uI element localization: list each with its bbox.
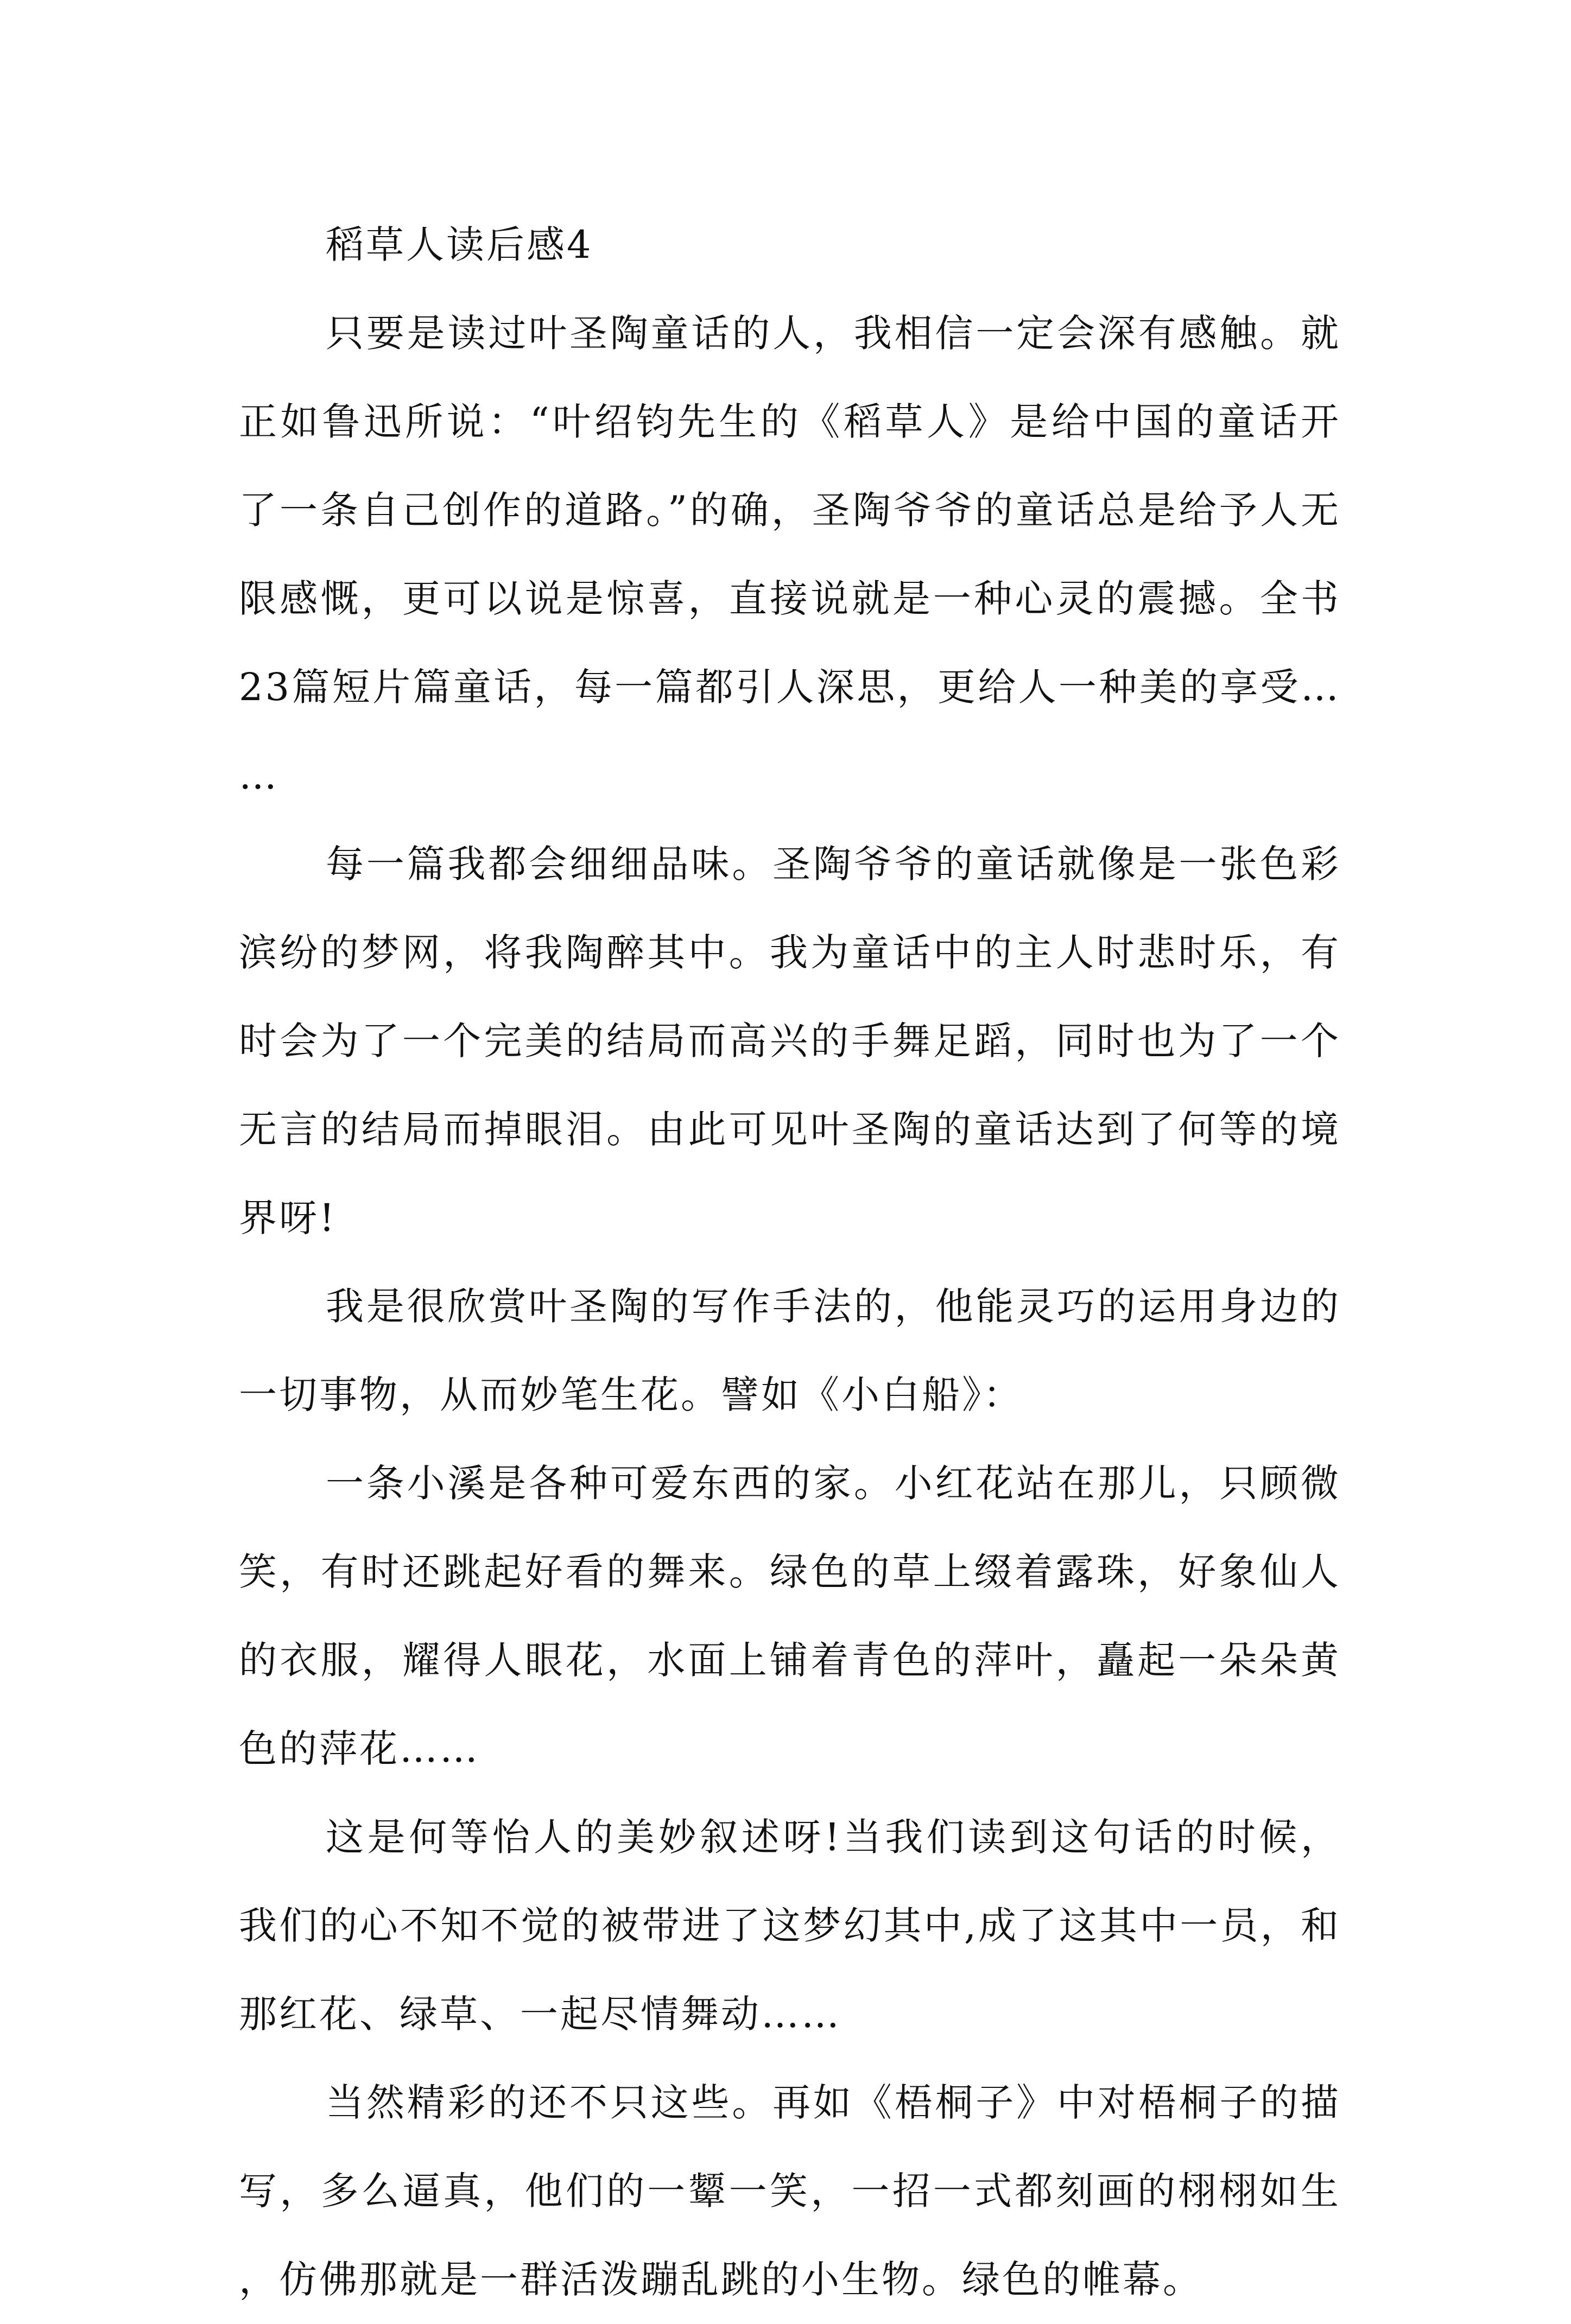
- paragraph-3: 我是很欣赏叶圣陶的写作手法的，他能灵巧的运用身边的一切事物，从而妙笔生花。譬如《小白船》：: [239, 1284, 1341, 1417]
- paragraph-2: 每一篇我都会细细品味。圣陶爷爷的童话就像是一张色彩滨纷的梦网，将我陶醉其中。我为童话中的主人时悲时乐，有时会为了一个完美的结局而高兴的手舞足蹈，同时也为了一个无言的结局而掉眼泪。由此可见叶圣陶的童话达到了何等的境界呀!: [239, 842, 1341, 1240]
- paragraph-5: 这是何等怡人的美妙叙述呀!当我们读到这句话的时候，我们的心不知不觉的被带进了这梦幻其中,成了这其中一员，和那红花、绿草、一起尽情舞动……: [239, 1815, 1341, 2036]
- paragraph-4: 一条小溪是各种可爱东西的家。小红花站在那儿，只顾微笑，有时还跳起好看的舞来。绿色的草上缀着露珠，好象仙人的衣服，耀得人眼花，水面上铺着青色的萍叶，矗起一朵朵黄色的萍花……: [239, 1461, 1341, 1771]
- paragraph-6: 当然精彩的还不只这些。再如《梧桐子》中对梧桐子的描写，多么逼真，他们的一颦一笑，一招一式都刻画的栩栩如生，仿佛那就是一群活泼蹦乱跳的小生物。绿色的帷幕。: [239, 2080, 1341, 2302]
- document-body: [239, 201, 1341, 2324]
- paragraph-1: 只要是读过叶圣陶童话的人，我相信一定会深有感触。就正如鲁迅所说：“叶绍钧先生的《稻草人》是给中国的童话开了一条自己创作的道路。”的确，圣陶爷爷的童话总是给予人无限感慨，更可以说是惊喜，直接说就是一种心灵的震撼。全书23篇短片篇童话，每一篇都引人深思，更给人一种美的享受……: [239, 311, 1341, 798]
- document-title: 稻草人读后感4: [326, 223, 593, 267]
